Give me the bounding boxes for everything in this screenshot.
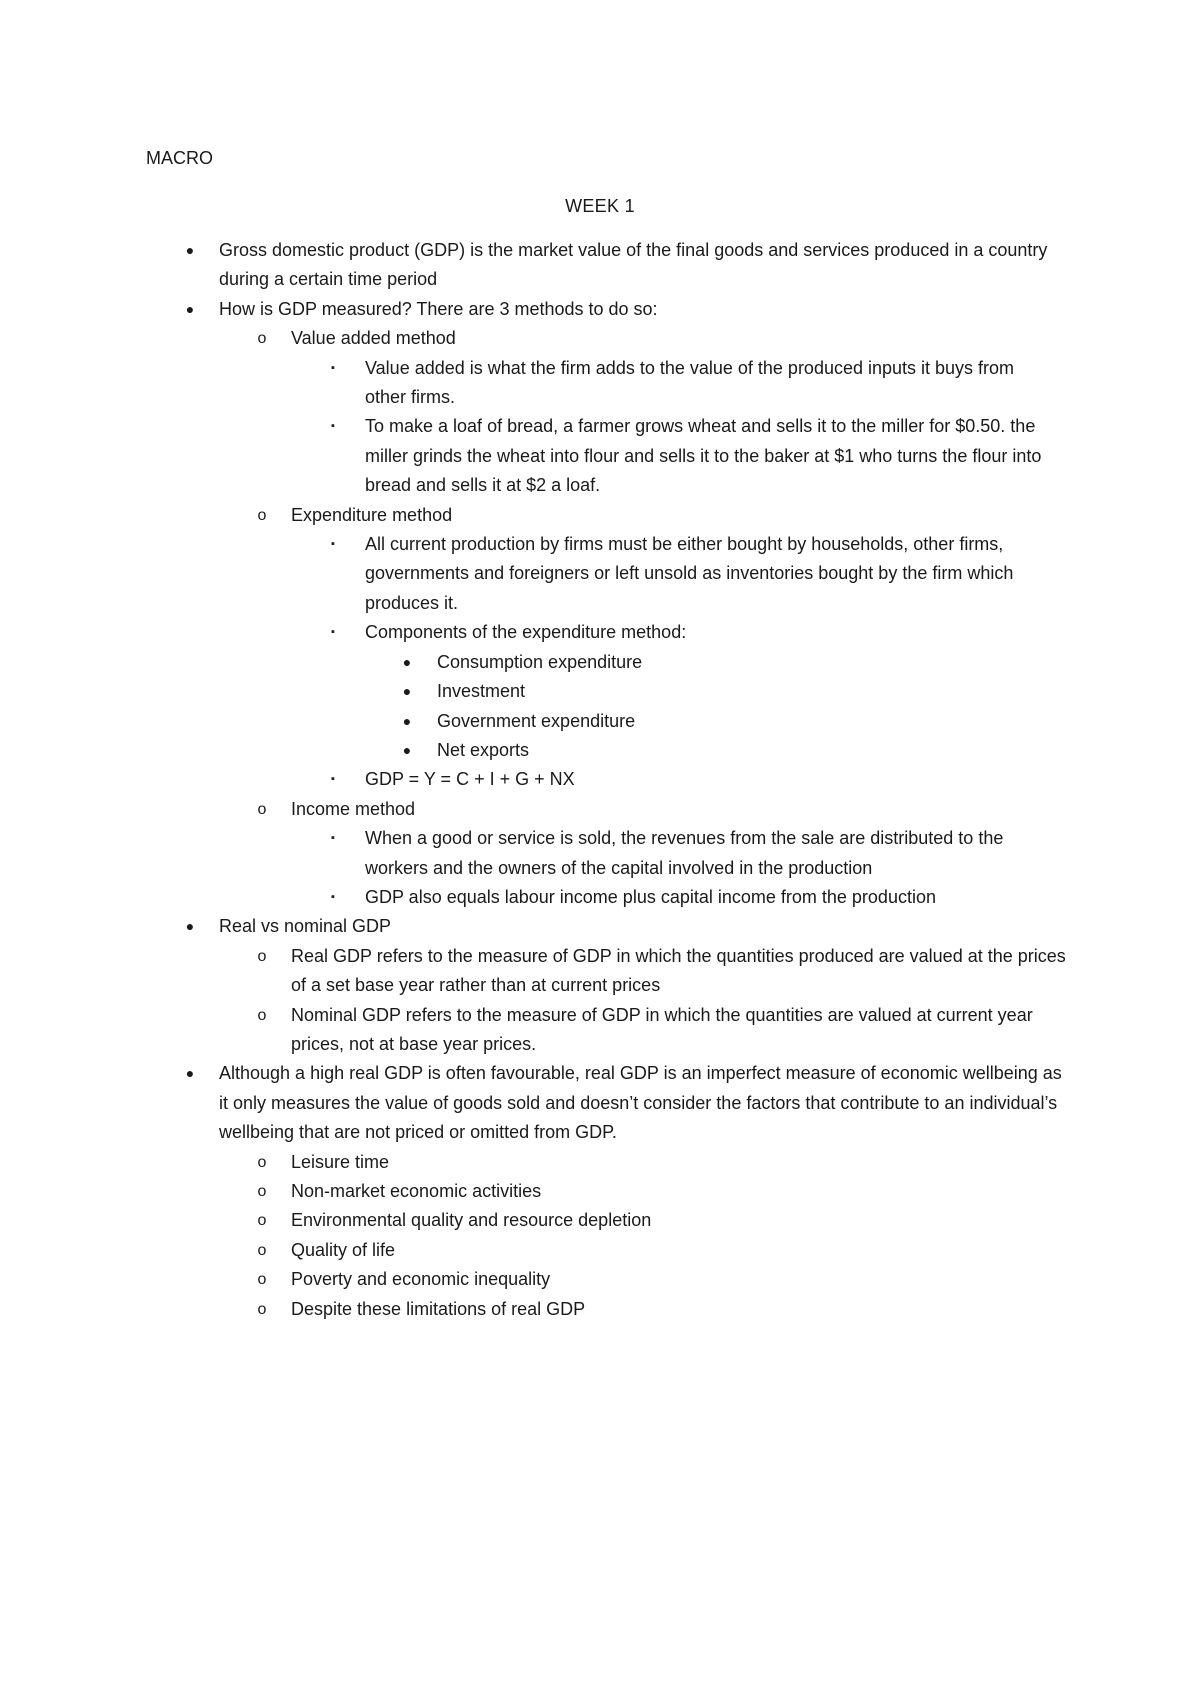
bullet-icon: ● (402, 741, 412, 758)
circle-bullet-icon: o (257, 1006, 267, 1024)
list-item-level-4 (0, 707, 1200, 736)
list-item-level-2 (0, 501, 1200, 530)
square-bullet-icon: ▪ (331, 832, 335, 845)
list-item-text: Investment (437, 681, 526, 702)
list-item-text: Value added is what the firm adds to the value of the produced inputs it buys from other firms. (365, 357, 1015, 408)
list-item-level-2 (0, 1295, 1200, 1324)
list-item-level-1 (0, 236, 1200, 295)
list-item-level-2 (0, 1148, 1200, 1177)
list-item-level-4 (0, 648, 1200, 677)
list-item-level-2 (0, 1177, 1200, 1206)
list-item-level-2 (0, 942, 1200, 1001)
square-bullet-icon: ▪ (331, 626, 335, 639)
list-item-text: Non-market economic activities (291, 1181, 542, 1201)
list-item-text: Expenditure method (291, 504, 453, 525)
list-item-level-3 (0, 883, 1200, 912)
list-item-text: Government expenditure (437, 710, 636, 731)
circle-bullet-icon: o (257, 1271, 267, 1289)
list-item-level-1 (0, 912, 1200, 941)
bullet-icon: ● (402, 712, 412, 729)
circle-bullet-icon: o (257, 330, 267, 348)
circle-bullet-icon: o (257, 1183, 267, 1200)
list-item-text: Value added method (291, 328, 456, 349)
list-item-level-3 (0, 412, 1200, 500)
list-item-level-2 (0, 1236, 1200, 1265)
list-item-text: Poverty and economic inequality (291, 1269, 551, 1290)
circle-bullet-icon: o (257, 506, 267, 524)
list-item-text: Income method (291, 798, 416, 819)
list-item-text: GDP also equals labour income plus capital income from the production (365, 886, 936, 907)
list-item-text: Real GDP refers to the measure of GDP in which the quantities produced are valued at the prices of a set base year rather than at current prices (291, 945, 1066, 996)
list-item-text: All current production by firms must be either bought by households, other firms, governments and foreigners or left unsold as inventories bought by the firm which produces it. (365, 534, 1014, 613)
list-item-level-2 (0, 795, 1200, 824)
circle-bullet-icon: o (257, 1153, 267, 1171)
square-bullet-icon: ▪ (331, 420, 335, 433)
list-item-text: Although a high real GDP is often favourable, real GDP is an imperfect measure of economic wellbeing as it only measures the value of goods sold and doesn’t consider the factors that contribute to an individual’s wellbeing that are not priced or omitted from GDP. (219, 1063, 1062, 1143)
list-item-text: Net exports (437, 739, 530, 760)
list-item-text: Environmental quality and resource depletion (291, 1210, 652, 1231)
circle-bullet-icon: o (257, 947, 267, 965)
list-item-level-3 (0, 824, 1200, 883)
bullet-icon: ● (185, 918, 195, 935)
list-item-text: Components of the expenditure method: (365, 622, 687, 643)
list-item-text: Real vs nominal GDP (219, 916, 392, 937)
list-item-level-3 (0, 530, 1200, 618)
list-item-level-2 (0, 1265, 1200, 1294)
document-title: MACRO (146, 148, 213, 168)
list-item-text: Quality of life (291, 1239, 396, 1260)
square-bullet-icon: ▪ (331, 538, 335, 551)
circle-bullet-icon: o (257, 1241, 267, 1259)
square-bullet-icon: ▪ (331, 361, 335, 374)
list-item-text: To make a loaf of bread, a farmer grows wheat and sells it to the miller for $0.50. the miller grinds the wheat into flour and sells it to the baker at $1 who turns the flour into bread and sells it at $2 a loaf. (365, 416, 1042, 496)
list-item-level-3 (0, 354, 1200, 413)
list-item-level-4 (0, 677, 1200, 706)
bullet-icon: ● (185, 242, 195, 258)
bullet-icon: ● (402, 683, 412, 700)
list-item-text: GDP = Y = C + I + G + NX (365, 769, 575, 790)
list-item-text: Gross domestic product (GDP) is the market value of the final goods and services produced in a country during a certain time period (219, 240, 1048, 290)
square-bullet-icon: ▪ (331, 890, 335, 903)
bullet-icon: ● (185, 300, 195, 317)
circle-bullet-icon: o (257, 1212, 267, 1230)
list-item-level-4 (0, 736, 1200, 765)
bullet-icon: ● (402, 653, 412, 670)
list-item-level-2 (0, 1206, 1200, 1235)
square-bullet-icon: ▪ (331, 773, 335, 786)
list-item-text: Leisure time (291, 1151, 390, 1172)
list-item-text: How is GDP measured? There are 3 methods to do so: (219, 298, 658, 319)
bullet-icon: ● (185, 1065, 195, 1082)
bullet-outline (0, 236, 1200, 1324)
list-item-text: Nominal GDP refers to the measure of GDP in which the quantities are valued at current year prices, not at base year prices. (291, 1004, 1033, 1054)
circle-bullet-icon: o (257, 800, 267, 818)
document-subtitle: WEEK 1 (565, 196, 635, 216)
list-item-level-1 (0, 1059, 1200, 1147)
list-item-text: When a good or service is sold, the revenues from the sale are distributed to the workers and the owners of the capital involved in the production (365, 828, 1004, 878)
list-item-level-3 (0, 618, 1200, 647)
list-item-text: Consumption expenditure (437, 651, 643, 672)
circle-bullet-icon: o (257, 1300, 267, 1318)
list-item-level-2 (0, 324, 1200, 353)
list-item-text: Despite these limitations of real GDP (291, 1298, 586, 1319)
list-item-level-1 (0, 295, 1200, 324)
list-item-level-3 (0, 765, 1200, 794)
list-item-level-2 (0, 1001, 1200, 1060)
